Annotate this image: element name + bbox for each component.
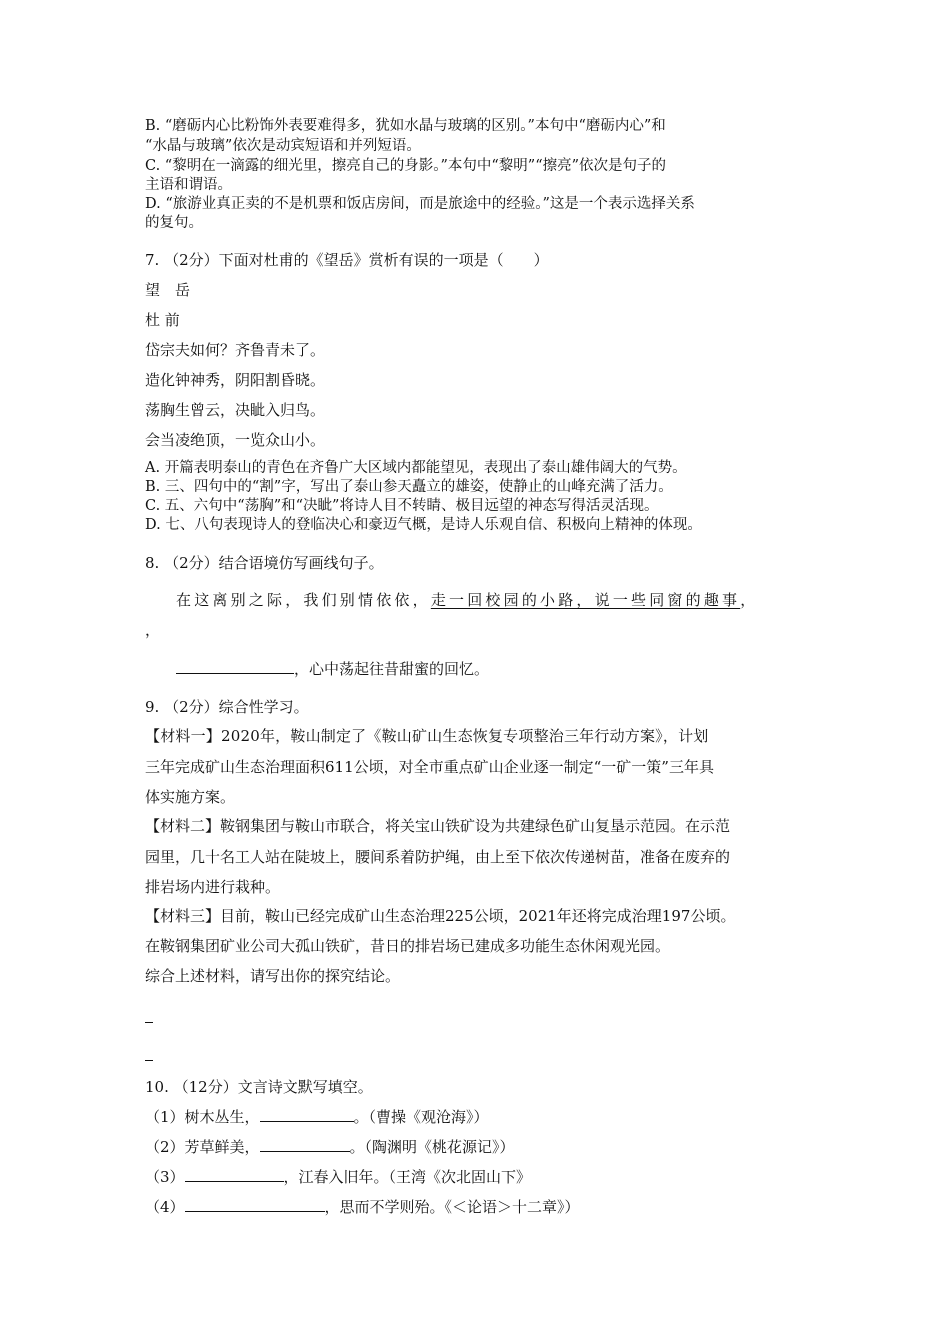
q9-answer-line[interactable]: [145, 1008, 153, 1028]
q7-option-d: D. 七、八句表现诗人的登临决心和豪迈气概，是诗人乐观自信、积极向上精神的体现。: [145, 517, 702, 533]
q7-poem-line: 荡胸生曾云，决眦入归鸟。: [145, 401, 326, 419]
q9-material-1: 【材料一】2020年，鞍山制定了《鞍山矿山生态恢复专项整治三年行动方案》，计划: [145, 727, 709, 745]
q6-option-b-line1: B. “磨砺内心比粉饰外表要难得多，犹如水晶与玻璃的区别。”本句中“磨砺内心”和: [145, 118, 666, 134]
q8-stem: 8. （2分）结合语境仿写画线句子。: [145, 554, 384, 572]
q10-blank[interactable]: [185, 1167, 284, 1182]
q9-material-2: 【材料二】鞍钢集团与鞍山市联合，将关宝山铁矿设为共建绿色矿山复垦示范园。在示范: [145, 817, 731, 835]
q7-poem-author: 杜 前: [145, 311, 180, 329]
q10-item-suffix: ，江春入旧年。（王湾《次北固山下》: [283, 1168, 532, 1186]
q8-answer-line: [176, 659, 489, 679]
q7-poem-line: 会当凌绝顶，一览众山小。: [145, 431, 326, 449]
q6-option-b-line2: “水晶与玻璃”依次是动宾短语和并列短语。: [145, 138, 421, 154]
q10-item-prefix: （3）: [145, 1168, 185, 1186]
q9-material-2: 排岩场内进行栽种。: [145, 878, 281, 896]
q9-stem: 9. （2分）综合性学习。: [145, 698, 309, 716]
q10-item: [145, 1197, 580, 1217]
q10-stem: 10. （12分）文言诗文默写填空。: [145, 1078, 373, 1096]
q9-prompt: 综合上述材料，请写出你的探究结论。: [145, 967, 401, 985]
q8-answer-blank[interactable]: [176, 659, 294, 674]
q7-stem: 7. （2分）下面对杜甫的《望岳》赏析有误的一项是（ ）: [145, 251, 549, 269]
q10-item-prefix: （4）: [145, 1198, 185, 1216]
q8-underlined-phrase: 走一回校园的小路，说一些同窗的趣事: [430, 591, 741, 609]
q9-material-1: 三年完成矿山生态治理面积611公顷，对全市重点矿山企业逐一制定“一矿一策”三年具: [145, 758, 714, 776]
q10-item-suffix: 。（陶渊明《桃花源记》）: [349, 1138, 515, 1156]
q10-item: [145, 1167, 531, 1187]
q10-item-prefix: （1）树木丛生，: [145, 1108, 260, 1126]
q10-blank[interactable]: [185, 1197, 325, 1212]
q8-sentence-comma: ，: [740, 591, 759, 609]
q9-material-3: 在鞍钢集团矿业公司大孤山铁矿，昔日的排岩场已建成多功能生态休闲观光园。: [145, 937, 671, 955]
q9-answer-line[interactable]: [145, 1046, 153, 1066]
q7-option-a: A. 开篇表明泰山的青色在齐鲁广大区域内都能望见，表现出了泰山雄伟阔大的气势。: [145, 460, 687, 476]
q10-item: [145, 1137, 515, 1157]
q10-item-prefix: （2）芳草鲜美，: [145, 1138, 260, 1156]
q7-poem-title: 望 岳: [145, 281, 191, 299]
q6-option-c-line1: C. “黎明在一滴露的细光里，擦亮自己的身影。”本句中“黎明”“擦亮”依次是句子的: [145, 158, 667, 174]
q10-item-suffix: 。（曹操《观沧海》）: [353, 1108, 489, 1126]
q6-option-d-line2: 的复句。: [145, 215, 203, 231]
q10-blank[interactable]: [260, 1137, 350, 1152]
q9-material-1: 体实施方案。: [145, 788, 236, 806]
q10-blank[interactable]: [260, 1107, 354, 1122]
q8-sentence: [176, 590, 758, 610]
q8-wrap-comma: ，: [145, 621, 161, 639]
q7-poem-line: 造化钟神秀，阴阳割昏晓。: [145, 371, 326, 389]
q6-option-d-line1: D. “旅游业真正卖的不是机票和饭店房间，而是旅途中的经验。”这是一个表示选择关系: [145, 196, 695, 212]
q7-option-c: C. 五、六句中“荡胸”和“决眦”将诗人目不转睛、极目远望的神态写得活灵活现。: [145, 498, 659, 514]
q8-sentence-start: 在这离别之际，我们别情依依，: [176, 591, 431, 609]
q7-poem-line: 岱宗夫如何？齐鲁青未了。: [145, 341, 326, 359]
q9-material-2: 园里，几十名工人站在陡坡上，腰间系着防护绳，由上至下依次传递树苗，准备在废弃的: [145, 848, 731, 866]
q8-ending: ，心中荡起往昔甜蜜的回忆。: [294, 660, 490, 678]
q10-item-suffix: ，思而不学则殆。《＜论语＞十二章》）: [324, 1198, 580, 1216]
q9-material-3: 【材料三】目前，鞍山已经完成矿山生态治理225公顷，2021年还将完成治理197公顷。: [145, 907, 736, 925]
q7-option-b: B. 三、四句中的“割”字，写出了泰山参天矗立的雄姿，使静止的山峰充满了活力。: [145, 479, 673, 495]
q6-option-c-line2: 主语和谓语。: [145, 177, 232, 193]
q10-item: [145, 1107, 489, 1127]
